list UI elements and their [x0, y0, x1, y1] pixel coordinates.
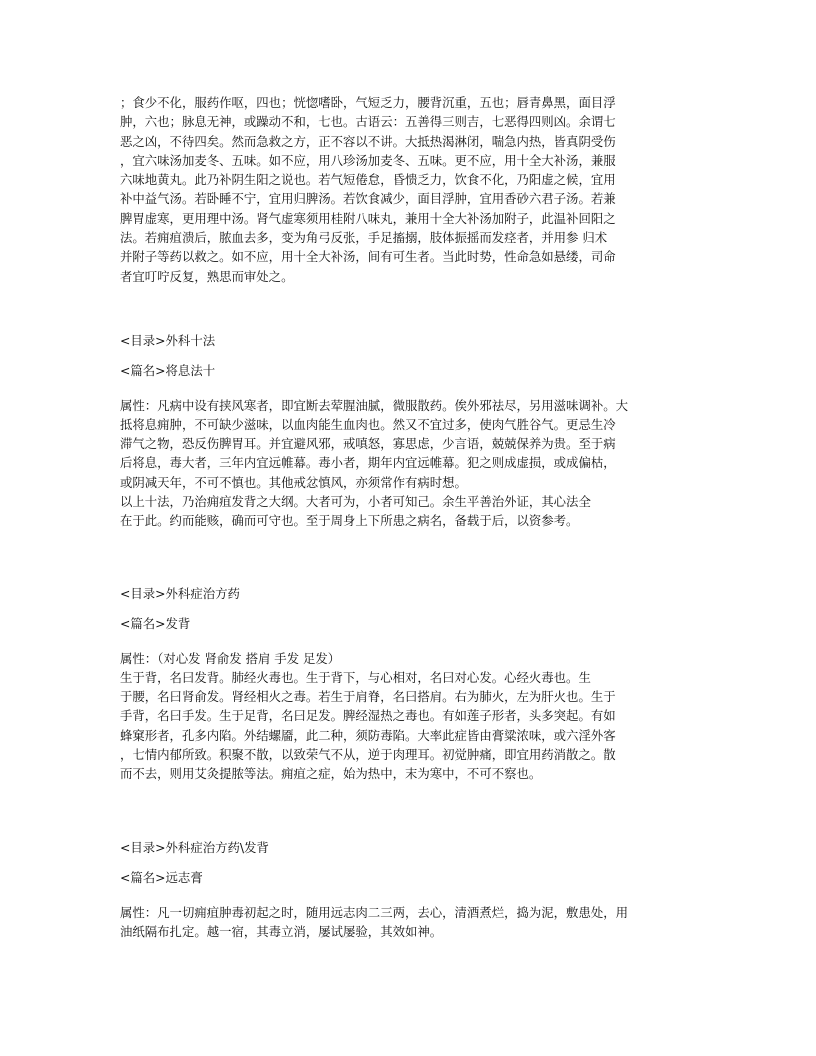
- text-line: 属性：（对心发 肾俞发 搭肩 手发 足发）: [120, 650, 341, 666]
- text-block-1: [120, 93, 698, 286]
- section-jiangxi: [120, 331, 698, 531]
- section-fabei: [120, 584, 698, 784]
- text-line: 恶之凶，不待四矣。然而急救之方，正不容以不讲。大抵热渴淋闭，喘急内热，皆真阴受伤: [120, 133, 616, 149]
- chapter-heading: <篇名>远志膏: [120, 870, 203, 886]
- text-line: 并附子等药以救之。如不应，用十全大补汤，间有可生者。当此时势，性命急如悬缕，司命: [120, 249, 616, 265]
- text-line: 生于背，名曰发背。肺经火毒也。生于背下，与心相对，名曰对心发。心经火毒也。生: [120, 669, 591, 685]
- text-line: ，宜六味汤加麦冬、五味。如不应，用八珍汤加麦冬、五味。更不应，用十全大补汤，兼服: [120, 152, 616, 168]
- text-line: 或阴减天年，不可不慎也。其他戒忿慎风，亦须常作有病时想。: [120, 474, 467, 490]
- catalog-heading: <目录>外科症治方药\发背: [120, 840, 269, 855]
- text-line: 者宜叮咛反复，熟思而审处之。: [120, 268, 294, 284]
- section-body: [120, 649, 698, 784]
- text-line: 以上十法，乃治痈疽发背之大纲。大者可为，小者可知己。余生平善治外证，其心法全: [120, 494, 591, 510]
- catalog-heading: <目录>外科十法: [120, 333, 216, 348]
- section-body: [120, 396, 698, 531]
- text-line: 六味地黄丸。此乃补阴生阳之说也。若气短倦怠，昏愦乏力，饮食不化，乃阳虚之候，宜用: [120, 172, 616, 188]
- text-line: 后将息，毒大者，三年内宜远帷幕。毒小者，期年内宜远帷幕。犯之则成虚损，或成偏枯，: [120, 455, 616, 471]
- text-line: ；食少不化，服药作呕，四也；恍惚嗜卧，气短乏力，腰背沉重，五也；唇青鼻黑，面目浮: [120, 95, 616, 110]
- text-line: 滞气之物，恐反伤脾胃耳。并宜避风邪，戒嗔怒，寡思虑，少言语，兢兢保养为贵。至于病: [120, 436, 616, 452]
- text-line: 补中益气汤。若卧睡不宁，宜用归脾汤。若饮食减少，面目浮肿，宜用香砂六君子汤。若兼: [120, 191, 616, 207]
- text-line: 在于此。约而能赅，确而可守也。至于周身上下所患之病名，备载于后，以资参考。: [120, 513, 579, 529]
- chapter-heading: <篇名>将息法十: [120, 363, 216, 379]
- text-line: 法。若痈疽溃后，脓血去多，变为角弓反张，手足搐搦，肢体振摇而发痉者，并用参 归术: [120, 230, 608, 246]
- text-line: 而不去，则用艾灸提脓等法。痈疽之症，始为热中，末为寒中，不可不察也。: [120, 766, 542, 782]
- text-line: 属性：凡一切痈疽肿毒初起之时，随用远志肉二三两，去心，清酒煮烂，捣为泥，敷患处，用: [120, 904, 629, 920]
- paragraph-prognosis: [120, 93, 698, 286]
- text-line: 抵将息痈肿，不可缺少滋味，以血肉能生血肉也。然又不宜过多，使肉气胜谷气。更忌生冷: [120, 416, 616, 432]
- text-line: 手背，名曰手发。生于足背，名曰足发。脾经湿热之毒也。有如莲子形者，头多突起。有如: [120, 708, 616, 724]
- text-line: 脾胃虚寒，更用理中汤。肾气虚寒须用桂附八味丸，兼用十全大补汤加附子，此温补回阳之: [120, 210, 616, 226]
- section-yuanzhigao: [120, 838, 698, 941]
- text-line: 属性：凡病中设有挟风寒者，即宜断去荤腥油腻，微服散药。俟外邪祛尽，另用滋味调补。大: [120, 397, 629, 413]
- text-line: 蜂窠形者，孔多内陷。外结螺靥，此二种，须防毒陷。大率此症皆由膏粱浓味，或六淫外客: [120, 727, 616, 743]
- chapter-heading: <篇名>发背: [120, 616, 191, 632]
- text-line: ，七情内郁所致。积聚不散，以致荣气不从，逆于肉理耳。初觉肿痛，即宜用药消散之。散: [120, 747, 616, 763]
- text-line: 油纸隔布扎定。越一宿，其毒立消，屡试屡验，其效如神。: [120, 923, 443, 939]
- section-body: [120, 903, 698, 942]
- catalog-heading: <目录>外科症治方药: [120, 586, 240, 601]
- text-line: 于腰，名曰肾俞发。肾经相火之毒。若生于肩脊，名曰搭肩。右为肺火，左为肝火也。生于: [120, 689, 616, 705]
- text-line: 肿，六也；脉息无神，或躁动不和，七也。古语云：五善得三则吉，七恶得四则凶。余谓七: [120, 114, 616, 130]
